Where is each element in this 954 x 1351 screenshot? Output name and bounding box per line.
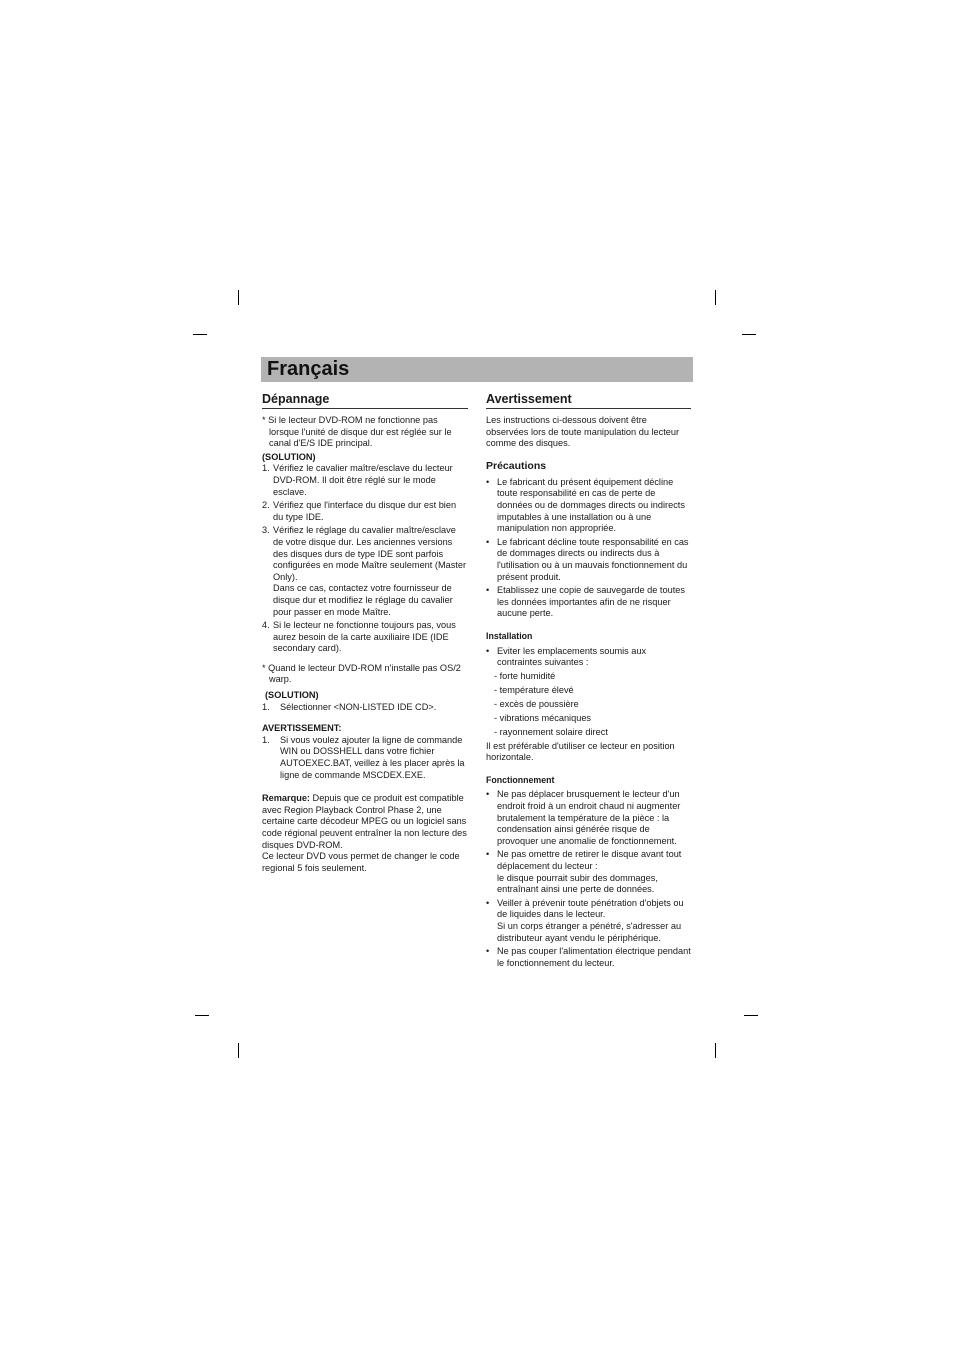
crop-mark [238, 1043, 239, 1058]
list-item: - rayonnement solaire direct [494, 726, 608, 737]
list-item: • Le fabricant décline toute responsabilité en cas de dommages directs ou indirects dus à l'utilisation ou à un mauvais fonctionnement du présent produit. [486, 536, 689, 582]
remark-paragraph: Remarque: Depuis que ce produit est compatible avec Region Playback Control Phase 2, une certaine carte décodeur MPEG ou un logiciel sans code régional peuvent entraîner la non lecture des disques DVD-ROM. Ce lecteur DVD vous permet de changer le code regional 5 fois seulement. [262, 793, 467, 873]
operation-heading: Fonctionnement [486, 774, 555, 785]
installation-heading: Installation [486, 630, 533, 641]
list-item: • Ne pas couper l'alimentation électrique pendant le fonctionnement du lecteur. [486, 946, 691, 968]
list-item: 3. Vérifiez le réglage du cavalier maître/esclave de votre disque dur. Les anciennes versions des disques durs de type IDE sont parfois configurées en mode Maître seulement (Master Only). Dans ce cas, contactez votre fournisseur de disque dur et modifiez le réglage du cavalier pour passer en mode Maître. [262, 525, 467, 617]
list-item: 1. Si vous voulez ajouter la ligne de commande WIN ou DOSSHELL dans votre fichier AUTOEXEC.BAT, veillez à les placer après la ligne de commande MSCDEX.EXE. [262, 734, 465, 780]
troubleshooting-column [262, 392, 468, 874]
list-item: - vibrations mécaniques [494, 712, 592, 723]
warning-heading: Avertissement [486, 392, 691, 409]
installation-note: Il est préférable d'utiliser ce lecteur en position horizontale. [486, 740, 675, 763]
list-item: • Veiller à prévenir toute pénétration d'objets ou de liquides dans le lecteur. Si un corps étranger a pénétré, s'adresser au distributeur ayant vendu le périphérique. [486, 897, 684, 943]
list-item: 1. Vérifiez le cavalier maître/esclave du lecteur DVD-ROM. Il doit être réglé sur le mode esclave. [262, 463, 453, 497]
warning-label: AVERTISSEMENT: [262, 723, 342, 734]
solution-label: (SOLUTION) [265, 690, 319, 701]
list-item: • Etablissez une copie de sauvegarde de toutes les données importantes afin de ne risquer aucune perte. [486, 585, 685, 619]
crop-mark [193, 334, 207, 335]
warning-column [486, 392, 691, 971]
precautions-heading: Précautions [486, 459, 547, 472]
crop-mark [238, 290, 239, 305]
troubleshooting-heading: Dépannage [262, 392, 468, 409]
list-item: 2. Vérifiez que l'interface du disque dur est bien du type IDE. [262, 500, 457, 522]
crop-mark [195, 1015, 209, 1016]
note-os2: * Quand le lecteur DVD-ROM n'installe pas OS/2 warp. [262, 662, 461, 685]
list-item: 1. Sélectionner <NON-LISTED IDE CD>. [262, 701, 437, 712]
note-ide-primary: * Si le lecteur DVD-ROM ne fonctionne pas lorsque l'unité de disque dur est réglée sur le canal d'E/S IDE principal. [262, 415, 452, 449]
list-item: • Le fabricant du présent équipement décline toute responsabilité en cas de perte de données ou de dommages directs ou indirects imputables à une installation ou à une manipulation non appropriée. [486, 476, 685, 534]
list-item: - température élevé [494, 684, 574, 695]
list-item: - excès de poussière [494, 698, 579, 709]
crop-mark [744, 1015, 758, 1016]
solution-label: (SOLUTION) [262, 451, 316, 462]
language-banner [261, 357, 693, 382]
list-item: - forte humidité [494, 670, 556, 681]
crop-mark [742, 334, 756, 335]
crop-mark [715, 1043, 716, 1058]
list-item: • Ne pas déplacer brusquement le lecteur d'un endroit froid à un endroit chaud ni augmenter brutalement la température de la pièce : la condensation ainsi générée risque de provoquer une anomalie de fonctionnement. [486, 789, 681, 846]
crop-mark [715, 290, 716, 305]
warning-intro: Les instructions ci-dessous doivent être observées lors de toute manipulation du lecteur comme des disques. [486, 415, 680, 449]
page-title: Français [267, 358, 350, 380]
list-item: • Ne pas omettre de retirer le disque avant tout déplacement du lecteur : le disque pourrait subir des dommages, entraînant ainsi une perte de données. [486, 849, 682, 895]
list-item: • Eviter les emplacements soumis aux contraintes suivantes : [486, 645, 647, 668]
list-item: 4. Si le lecteur ne fonctionne toujours pas, vous aurez besoin de la carte auxiliaire IDE (IDE secondary card). [262, 620, 456, 654]
